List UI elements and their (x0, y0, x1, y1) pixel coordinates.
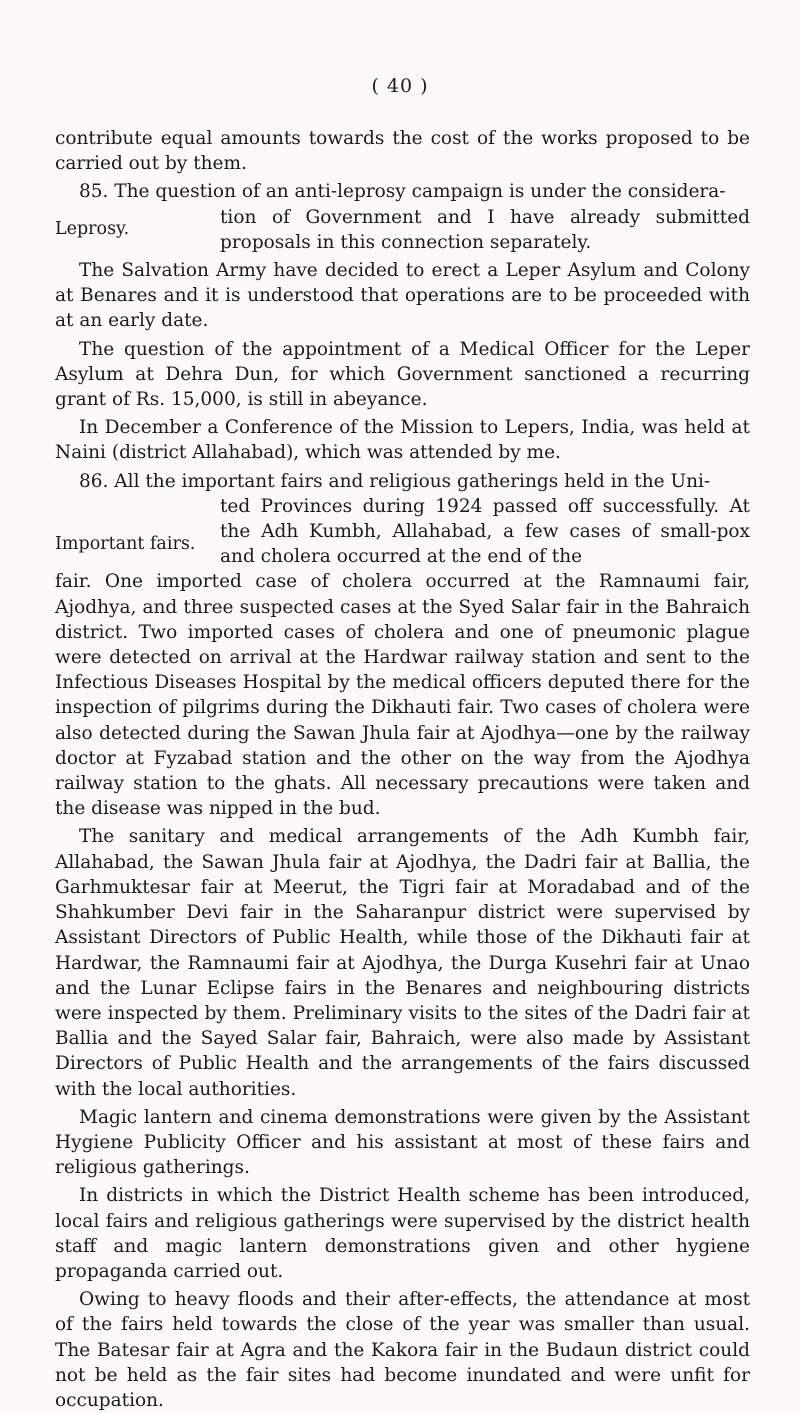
section-86-text: ted Provinces during 1924 passed off successfully. At the Adh Kumbh, Allahabad, a few cases of small-pox and cholera occurred at the end of the (220, 495, 750, 568)
margin-label-leprosy: Leprosy. (55, 218, 130, 239)
paragraph-sanitary-arrangements: The sanitary and medical arrangements of the Adh Kumbh fair, Allahabad, the Sawan Jhula fair at Ajodhya, the Dadri fair at Ballia, the Garhmuktesar fair at Meerut, the Tigri fair at Moradabad and of the Shahkumber Devi fair in the Saharanpur district were supervised by Assistant Directors of Public Health, while those of the Dikhauti fair at Hardwar, the Ramnaumi fair at Ajodhya, the Durga Kusehri fair at Unao and the Lunar Eclipse fairs in the Benares and neighbouring districts were inspected by them. Preliminary visits to the sites of the Dadri fair at Ballia and the Sayed Salar fair, Bahraich, were also made by Assistant Directors of Public Health and the arrangements of the fairs discussed with the local authorities. (55, 826, 750, 1100)
page-number: ( 40 ) (371, 75, 429, 97)
paragraph-floods: Owing to heavy floods and their after-effects, the attendance at most of the fairs held towards the close of the year was smaller than usual. The Batesar fair at Agra and the Kakora fair in the Budaun district could not be held as the fair sites had become inundated and were unfit for occupation. (55, 1289, 750, 1411)
section-86-first-line: 86. All the important fairs and religious gatherings held in the Uni- (79, 470, 711, 492)
paragraph-continuation: contribute equal amounts towards the cost of the works proposed to be carried out by them. (55, 128, 750, 175)
paragraph-salvation-army: The Salvation Army have decided to erect a Leper Asylum and Colony at Benares and it is understood that operations are to be proceeded with at an early date. (55, 260, 750, 332)
paragraph-district-health: In districts in which the District Health scheme has been introduced, local fairs and religious gatherings were supervised by the district health staff and magic lantern demonstrations given and other hygiene propaganda carried out. (55, 1185, 750, 1282)
paragraph-dehra-dun: The question of the appointment of a Medical Officer for the Leper Asylum at Dehra Dun, for which Government sanctioned a recurring grant of Rs. 15,000, is still in abeyance. (55, 338, 750, 411)
section-86-continuation: fair. One imported case of cholera occurred at the Ramnaumi fair, Ajodhya, and three suspected cases at the Syed Salar fair in the Bahraich district. Two imported cases of cholera and one of pneumonic plague were detected on arrival at the Hardwar railway station and sent to the Infectious Diseases Hospital by the medical officers deputed there for the inspection of pilgrims during the Dikhauti fair. Two cases of cholera were also detected during the Sawan Jhula fair at Ajodhya—one by the railway doctor at Fyzabad station and the other on the way from the Ajodhya railway station to the ghats. All necessary precautions were taken and the disease was nipped in the bud. (55, 571, 750, 820)
paragraph-magic-lantern: Magic lantern and cinema demonstrations were given by the Assistant Hygiene Publicity Officer and his assistant at most of these fairs and religious gatherings. (55, 1106, 750, 1179)
paragraph-december-conference: In December a Conference of the Mission to Lepers, India, was held at Naini (district Allahabad), which was attended by me. (55, 417, 750, 464)
section-85 (55, 179, 750, 255)
section-85-first-line: 85. The question of an anti-leprosy campaign is under the considera- (79, 181, 726, 203)
section-86 (55, 469, 750, 822)
section-85-text: tion of Government and I have already submitted proposals in this connection separately. (220, 206, 750, 253)
body-text (55, 126, 750, 1413)
margin-label-important-fairs: Important fairs. (55, 533, 196, 554)
